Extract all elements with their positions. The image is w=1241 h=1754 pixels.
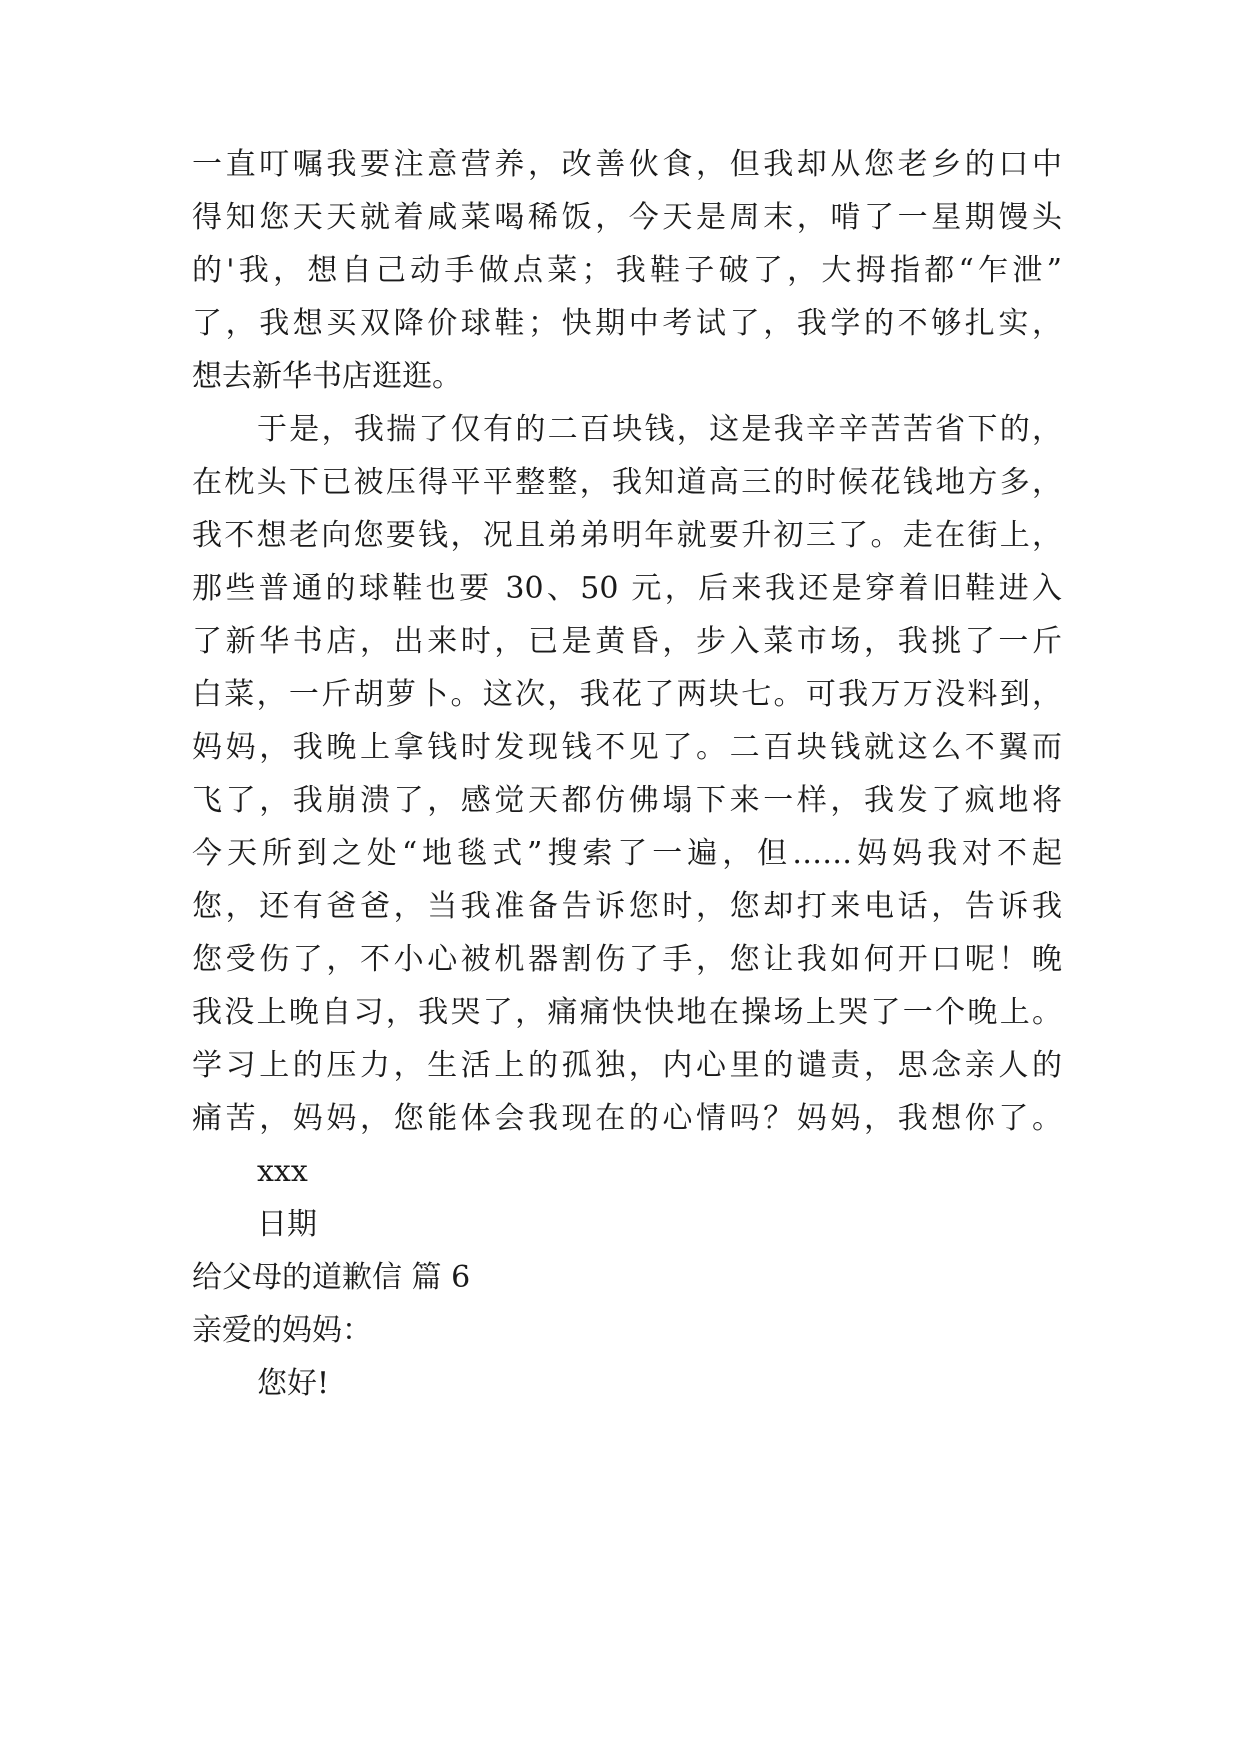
paragraph-2-line: 在枕头下已被压得平平整整，我知道高三的时候花钱地方多， [192,465,1062,500]
paragraph-2-line: 您受伤了，不小心被机器割伤了手，您让我如何开口呢！晚 [192,942,1062,977]
section-title: 给父母的道歉信 篇 6 [192,1260,471,1295]
paragraph-1-line: 得知您天天就着咸菜喝稀饭，今天是周末，啃了一星期馒头 [192,200,1062,235]
paragraph-2-line: 白菜，一斤胡萝卜。这次，我花了两块七。可我万万没料到， [192,677,1062,712]
paragraph-2-line: 于是，我揣了仅有的二百块钱，这是我辛辛苦苦省下的， [257,412,1062,447]
date-label: 日期 [257,1207,317,1242]
paragraph-2-line: 那些普通的球鞋也要 30、50 元，后来我还是穿着旧鞋进入 [192,571,1062,606]
paragraph-1-line: 了，我想买双降价球鞋；快期中考试了，我学的不够扎实， [192,306,1062,341]
paragraph-2-line: 妈妈，我晚上拿钱时发现钱不见了。二百块钱就这么不翼而 [192,730,1062,765]
salutation: 亲爱的妈妈： [192,1313,372,1348]
greeting: 您好! [257,1366,330,1401]
paragraph-2-line: 痛苦，妈妈，您能体会我现在的心情吗？妈妈，我想你了。 [192,1101,1062,1136]
signature: xxx [257,1154,308,1189]
paragraph-2-line: 您，还有爸爸，当我准备告诉您时，您却打来电话，告诉我 [192,889,1062,924]
paragraph-2-line: 学习上的压力，生活上的孤独，内心里的谴责，思念亲人的 [192,1048,1062,1083]
paragraph-2-line: 我没上晚自习，我哭了，痛痛快快地在操场上哭了一个晚上。 [192,995,1062,1030]
paragraph-1-line: 一直叮嘱我要注意营养，改善伙食，但我却从您老乡的口中 [192,147,1062,182]
paragraph-2-line: 我不想老向您要钱，况且弟弟明年就要升初三了。走在街上， [192,518,1062,553]
paragraph-2-line: 今天所到之处“地毯式”搜索了一遍，但……妈妈我对不起 [192,836,1062,871]
paragraph-1-line: 的'我，想自己动手做点菜；我鞋子破了，大拇指都“乍泄” [192,253,1062,288]
paragraph-1-line: 想去新华书店逛逛。 [192,359,462,394]
paragraph-2-line: 飞了，我崩溃了，感觉天都仿佛塌下来一样，我发了疯地将 [192,783,1062,818]
paragraph-2-line: 了新华书店，出来时，已是黄昏，步入菜市场，我挑了一斤 [192,624,1062,659]
